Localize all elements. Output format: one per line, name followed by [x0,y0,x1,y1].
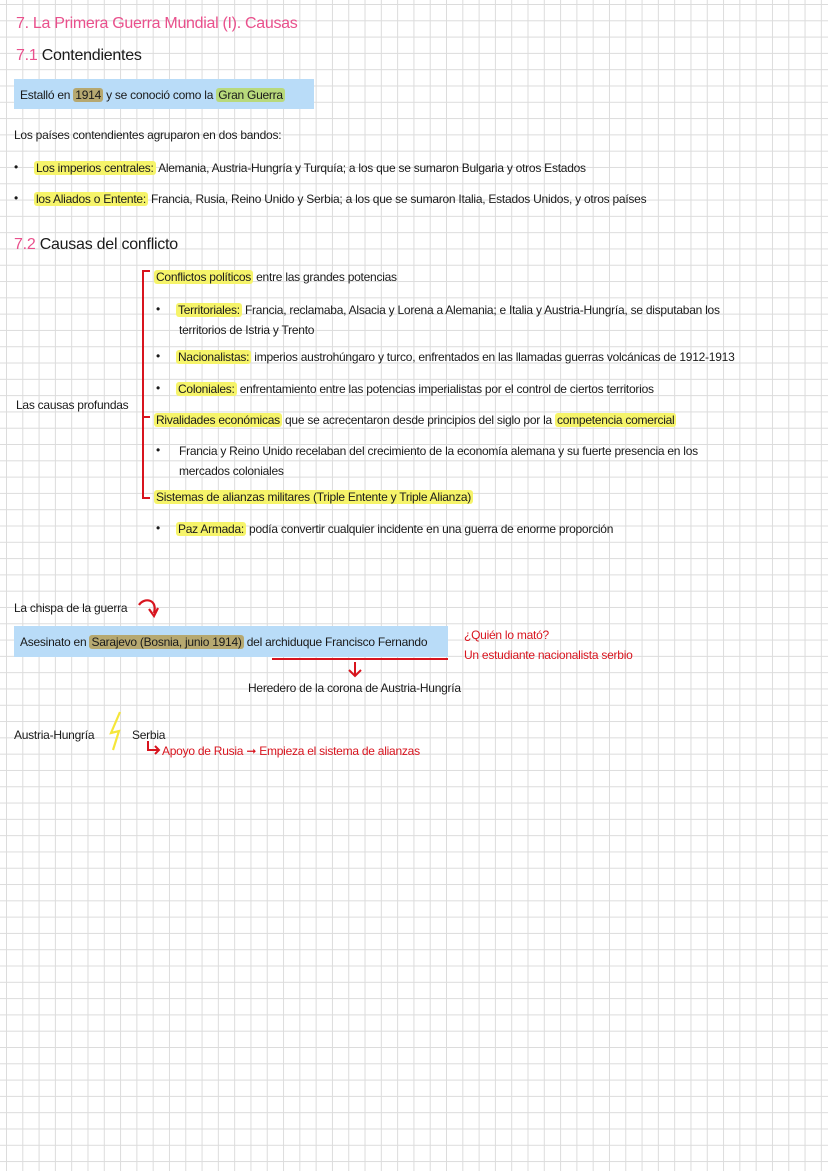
section-title: Causas del conflicto [39,236,178,253]
heir-text: Heredero de la corona de Austria-Hungría [248,681,461,695]
text-span: enfrentamiento entre las potencias imperialistas por el control de ciertos territorios [236,382,654,396]
list-item-continued: territorios de Istria y Trento [179,323,315,337]
highlighted-text: los Aliados o Entente: [36,192,146,206]
highlighted-text: Conflictos políticos [156,270,252,284]
intro-box-text [20,87,285,103]
spark-label: La chispa de la guerra [14,601,128,615]
assassination-text [20,634,427,650]
highlighted-text: Los imperios centrales: [36,161,154,175]
text-span: del archiduque Francisco Fernando [243,635,428,649]
list-item [176,302,720,318]
bullet-icon: • [14,191,18,205]
bullet-icon: • [156,443,160,457]
list-item [34,191,646,207]
lightning-icon [106,711,128,751]
text-span: Francia, reclamaba, Alsacia y Lorena a Alemania; e Italia y Austria-Hungría, se disputaban los [241,303,720,317]
page-title: 7. La Primera Guerra Mundial (I). Causas [16,15,298,32]
place-highlight: Sarajevo (Bosnia, junio 1914) [91,635,242,649]
highlighted-text: competencia comercial [557,413,675,427]
section-7-2-heading [14,237,178,253]
list-item: Francia y Reino Unido recelaban del crecimiento de la economía alemana y su fuerte presencia en los [179,444,698,458]
question: ¿Quién lo mató? [464,628,549,642]
text-span: y se conoció como la [103,88,217,102]
down-arrow-icon [347,661,363,679]
text-span: Empieza el sistema de alianzas [259,744,420,758]
highlighted-text: Rivalidades económicas [156,413,280,427]
highlighted-text: Territoriales: [178,303,240,317]
causes-label: Las causas profundas [16,398,129,412]
highlighted-text: Paz Armada: [178,522,244,536]
text-span: Apoyo de Rusia [162,744,244,758]
highlighted-text: Coloniales: [178,382,235,396]
list-item [176,381,654,397]
bullet-icon: • [156,381,160,395]
bracket-tick [142,416,150,418]
bullet-icon: • [156,302,160,316]
name-highlight: Gran Guerra [218,88,283,102]
text-span: Francia, Rusia, Reino Unido y Serbia; a los que se sumaron Italia, Estados Unidos, y otros países [147,192,647,206]
highlighted-text: Nacionalistas: [178,350,250,364]
bracket-line [142,270,144,499]
curved-arrow-icon [136,597,162,621]
text-span: imperios austrohúngaro y turco, enfrentados en las llamadas guerras volcánicas de 1912-1913 [251,350,735,364]
country-right: Serbia [132,728,166,742]
section-number: 7.1 [16,47,38,64]
bullet-icon: • [14,160,18,174]
answer: Un estudiante nacionalista serbio [464,648,633,662]
text-span: podía convertir cualquier incidente en una guerra de enorme proporción [245,522,614,536]
bracket-tick [142,270,150,272]
cause-political [154,269,397,285]
list-item [176,349,735,365]
cause-economic [154,412,676,428]
list-item [176,521,613,537]
turn-arrow-icon [146,740,162,756]
section-number: 7.2 [14,236,36,253]
bracket-tick [142,497,150,499]
cause-alliances [154,489,473,505]
section-7-1-heading [16,48,142,64]
year-highlight: 1914 [75,88,101,102]
bullet-icon: • [156,349,160,363]
highlighted-text: Sistemas de alianzas militares (Triple Entente y Triple Alianza) [156,490,472,504]
text-span: entre las grandes potencias [253,270,397,284]
text-span: Alemania, Austria-Hungría y Turquía; a los que se sumaron Bulgaria y otros Estados [155,161,586,175]
text-span: Estalló en [20,88,74,102]
intro-text: Los países contendientes agruparon en dos bandos: [14,128,282,142]
underline [272,658,448,660]
section-title: Contendientes [41,47,142,64]
list-item-continued: mercados coloniales [179,464,284,478]
list-item [34,160,586,176]
country-left: Austria-Hungría [14,728,95,742]
bullet-icon: • [156,521,160,535]
text-span: Asesinato en [20,635,90,649]
right-arrow-icon: ➞ [246,744,257,758]
consequence [162,743,420,759]
text-span: que se acrecentaron desde principios del siglo por la [281,413,555,427]
